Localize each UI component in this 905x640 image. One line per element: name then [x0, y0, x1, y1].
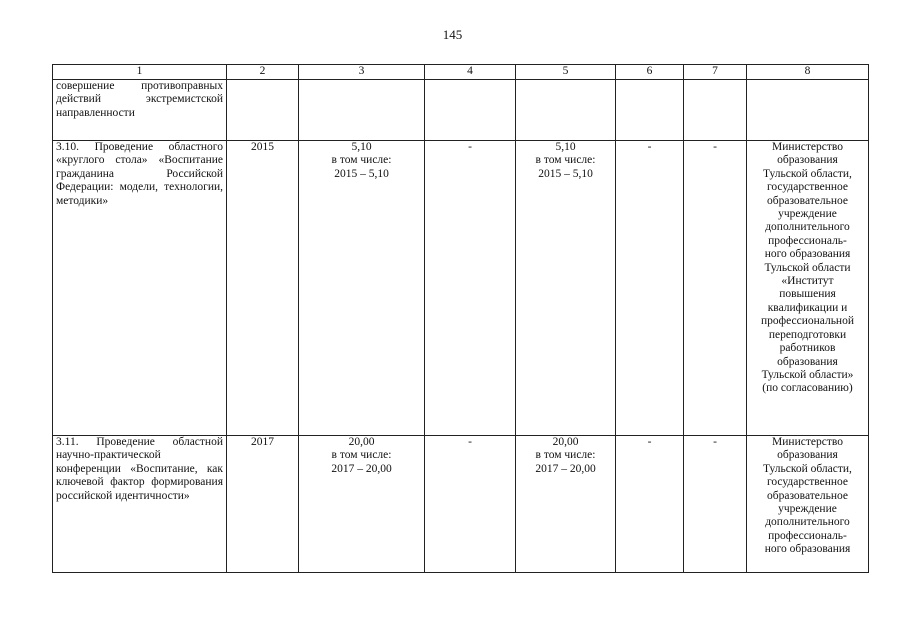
program-table	[52, 64, 869, 573]
column-header: 3	[299, 65, 425, 80]
year-cell	[227, 80, 299, 141]
col7-cell	[684, 80, 747, 141]
executor-line: профессиональной	[760, 315, 854, 328]
col5-breakdown: 2017 – 20,00	[535, 462, 596, 475]
executor-line: Тульской области,	[763, 462, 852, 475]
total-cell	[299, 141, 425, 436]
executor-line: Тульской области	[764, 261, 851, 274]
executor-line: ного образования	[764, 248, 851, 261]
total-note: в том числе:	[331, 154, 392, 167]
executor-line: образования	[777, 355, 838, 368]
activity-description: совершение противоправных действий экстремистской направленности	[53, 80, 227, 141]
col5-amount: 5,10	[555, 141, 576, 153]
col7-cell: -	[684, 141, 747, 436]
col7-cell: -	[684, 436, 747, 573]
total-breakdown: 2015 – 5,10	[334, 167, 389, 180]
executor-line: государственное	[766, 181, 849, 194]
col5-breakdown: 2015 – 5,10	[538, 167, 593, 180]
col5-amount: 20,00	[552, 436, 579, 448]
executor-line: Министерство	[772, 436, 843, 448]
col5-note: в том числе:	[535, 154, 596, 167]
total-amount: 20,00	[348, 436, 375, 448]
table-row	[53, 80, 869, 141]
executor-line: ного образования	[764, 543, 851, 556]
col4-cell: -	[425, 141, 516, 436]
executor-line: (по согласованию)	[762, 382, 853, 395]
executor-line: образования	[777, 449, 838, 462]
executor-line: Министерство	[772, 141, 843, 153]
col5-cell	[516, 141, 616, 436]
total-cell	[299, 436, 425, 573]
executor-line: дополнительного	[765, 516, 850, 529]
executor-line: образовательное	[766, 194, 849, 207]
executor-line: профессиональ-	[768, 234, 847, 247]
column-header: 7	[684, 65, 747, 80]
executor-line: дополнительного	[765, 221, 850, 234]
executor-line: учреждение	[778, 208, 837, 221]
executor-line: работников	[779, 342, 836, 355]
executor-line: образования	[777, 154, 838, 167]
col6-cell: -	[616, 436, 684, 573]
col5-cell	[516, 80, 616, 141]
executor-cell	[747, 141, 869, 436]
activity-description: 3.10. Проведение областного «круглого стола» «Воспитание гражданина Российской Федерации: модели, технологии, методики»	[53, 141, 227, 436]
table-row	[53, 436, 869, 573]
col5-cell	[516, 436, 616, 573]
executor-line: учреждение	[778, 503, 837, 516]
column-header: 4	[425, 65, 516, 80]
executor-line: государственное	[766, 476, 849, 489]
executor-line: Тульской области»	[761, 368, 854, 381]
column-header: 2	[227, 65, 299, 80]
year-cell: 2017	[227, 436, 299, 573]
year-cell: 2015	[227, 141, 299, 436]
total-cell	[299, 80, 425, 141]
executor-line: квалификации и	[767, 301, 848, 314]
col6-cell	[616, 80, 684, 141]
executor-line: Тульской области,	[763, 167, 852, 180]
total-amount: 5,10	[351, 141, 372, 153]
executor-cell	[747, 80, 869, 141]
col5-note: в том числе:	[535, 449, 596, 462]
total-breakdown: 2017 – 20,00	[331, 462, 392, 475]
col4-cell: -	[425, 436, 516, 573]
executor-cell	[747, 436, 869, 573]
executor-line: образовательное	[766, 489, 849, 502]
col6-cell: -	[616, 141, 684, 436]
header-row	[53, 65, 869, 80]
page-number: 145	[442, 27, 463, 42]
executor-line: повышения	[779, 288, 836, 301]
col4-cell	[425, 80, 516, 141]
column-header: 5	[516, 65, 616, 80]
total-note: в том числе:	[331, 449, 392, 462]
table-row	[53, 141, 869, 436]
activity-description: 3.11. Проведение областной научно-практической конференции «Воспитание, как ключевой фактор формирования российской идентичности»	[53, 436, 227, 573]
column-header: 6	[616, 65, 684, 80]
executor-line: профессиональ-	[768, 529, 847, 542]
executor-line: переподготовки	[768, 328, 847, 341]
column-header: 8	[747, 65, 869, 80]
column-header: 1	[53, 65, 227, 80]
executor-line: «Институт	[781, 275, 834, 288]
